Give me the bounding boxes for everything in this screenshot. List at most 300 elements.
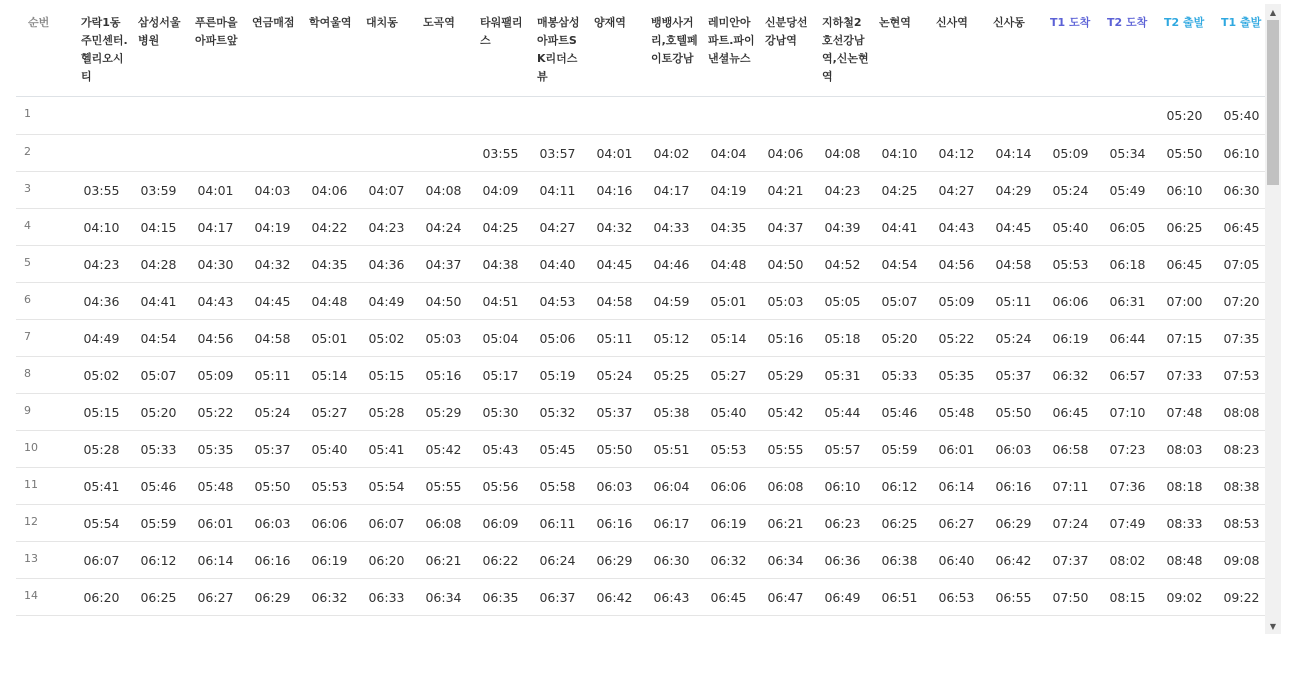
- time-cell: 05:20: [1156, 97, 1213, 135]
- header-stop: T2 도착: [1099, 4, 1156, 97]
- time-cell: 04:32: [244, 246, 301, 283]
- time-cell: 07:05: [1213, 246, 1265, 283]
- header-stop: 레미안아파트.파이낸셜뉴스: [700, 4, 757, 97]
- time-cell: 05:43: [472, 431, 529, 468]
- time-cell: 04:50: [415, 283, 472, 320]
- time-cell: 05:20: [130, 394, 187, 431]
- time-cell: 04:43: [928, 209, 985, 246]
- row-index: 11: [16, 468, 73, 505]
- header-stop: 가락1동주민센터.헬리오시티: [73, 4, 130, 97]
- time-cell: 06:25: [1156, 209, 1213, 246]
- table-row: [16, 135, 1265, 172]
- time-cell: [358, 135, 415, 172]
- time-cell: 05:32: [529, 394, 586, 431]
- table-row: [16, 579, 1265, 616]
- time-cell: 05:14: [700, 320, 757, 357]
- time-cell: 04:25: [871, 172, 928, 209]
- time-cell: 04:07: [358, 172, 415, 209]
- time-cell: 05:31: [814, 357, 871, 394]
- time-cell: 05:24: [985, 320, 1042, 357]
- time-cell: 04:01: [187, 172, 244, 209]
- row-index: 3: [16, 172, 73, 209]
- time-cell: [814, 97, 871, 135]
- row-index: 9: [16, 394, 73, 431]
- time-cell: 05:12: [643, 320, 700, 357]
- time-cell: 05:29: [415, 394, 472, 431]
- time-cell: 06:19: [301, 542, 358, 579]
- time-cell: 04:56: [928, 246, 985, 283]
- time-cell: 06:58: [1042, 431, 1099, 468]
- time-cell: 04:23: [73, 246, 130, 283]
- time-cell: 06:45: [700, 579, 757, 616]
- time-cell: 06:18: [1099, 246, 1156, 283]
- time-cell: 04:27: [928, 172, 985, 209]
- time-cell: 04:06: [757, 135, 814, 172]
- row-index: 7: [16, 320, 73, 357]
- time-cell: 04:48: [700, 246, 757, 283]
- time-cell: 05:38: [643, 394, 700, 431]
- time-cell: 04:49: [358, 283, 415, 320]
- time-cell: 04:54: [871, 246, 928, 283]
- time-cell: [415, 135, 472, 172]
- time-cell: 05:34: [1099, 135, 1156, 172]
- row-index: 13: [16, 542, 73, 579]
- time-cell: 05:22: [928, 320, 985, 357]
- time-cell: 05:42: [757, 394, 814, 431]
- time-cell: 06:10: [1213, 135, 1265, 172]
- time-cell: 06:30: [1213, 172, 1265, 209]
- time-cell: 08:02: [1099, 542, 1156, 579]
- bus-timetable: [16, 4, 1265, 616]
- time-cell: 05:50: [1156, 135, 1213, 172]
- time-cell: 06:08: [415, 505, 472, 542]
- time-cell: 05:30: [472, 394, 529, 431]
- time-cell: 06:33: [358, 579, 415, 616]
- time-cell: 06:45: [1042, 394, 1099, 431]
- scroll-up-arrow-icon[interactable]: ▲: [1269, 7, 1277, 17]
- row-index: 6: [16, 283, 73, 320]
- time-cell: 05:50: [985, 394, 1042, 431]
- time-cell: 06:44: [1099, 320, 1156, 357]
- time-cell: [73, 97, 130, 135]
- time-cell: [1042, 97, 1099, 135]
- time-cell: 04:59: [643, 283, 700, 320]
- time-cell: 04:32: [586, 209, 643, 246]
- time-cell: 07:48: [1156, 394, 1213, 431]
- time-cell: 06:01: [187, 505, 244, 542]
- header-stop: 대치동: [358, 4, 415, 97]
- time-cell: 06:03: [985, 431, 1042, 468]
- time-cell: 05:01: [700, 283, 757, 320]
- time-cell: 06:32: [1042, 357, 1099, 394]
- time-cell: 06:37: [529, 579, 586, 616]
- time-cell: 04:45: [985, 209, 1042, 246]
- time-cell: [301, 97, 358, 135]
- time-cell: 05:48: [928, 394, 985, 431]
- time-cell: 05:27: [301, 394, 358, 431]
- time-cell: 04:08: [415, 172, 472, 209]
- time-cell: 04:23: [358, 209, 415, 246]
- time-cell: 06:05: [1099, 209, 1156, 246]
- time-cell: 08:18: [1156, 468, 1213, 505]
- time-cell: 06:36: [814, 542, 871, 579]
- time-cell: 05:40: [700, 394, 757, 431]
- time-cell: 05:09: [187, 357, 244, 394]
- time-cell: 04:04: [700, 135, 757, 172]
- time-cell: 05:44: [814, 394, 871, 431]
- timetable-scroll-area[interactable]: [16, 4, 1265, 634]
- time-cell: 05:50: [244, 468, 301, 505]
- time-cell: 05:53: [301, 468, 358, 505]
- time-cell: 06:19: [700, 505, 757, 542]
- time-cell: 05:55: [415, 468, 472, 505]
- vertical-scrollbar[interactable]: [1265, 4, 1281, 634]
- time-cell: 04:40: [529, 246, 586, 283]
- time-cell: 04:30: [187, 246, 244, 283]
- time-cell: 06:47: [757, 579, 814, 616]
- time-cell: 05:40: [1213, 97, 1265, 135]
- time-cell: 04:17: [643, 172, 700, 209]
- time-cell: 07:20: [1213, 283, 1265, 320]
- time-cell: 04:58: [985, 246, 1042, 283]
- table-row: [16, 357, 1265, 394]
- time-cell: 05:16: [415, 357, 472, 394]
- time-cell: 06:10: [814, 468, 871, 505]
- time-cell: 06:06: [301, 505, 358, 542]
- header-stop: 삼성서울병원: [130, 4, 187, 97]
- time-cell: 06:34: [757, 542, 814, 579]
- time-cell: 04:08: [814, 135, 871, 172]
- time-cell: 08:03: [1156, 431, 1213, 468]
- time-cell: 06:09: [472, 505, 529, 542]
- table-row: [16, 505, 1265, 542]
- time-cell: 05:03: [757, 283, 814, 320]
- time-cell: 06:25: [871, 505, 928, 542]
- time-cell: 06:03: [244, 505, 301, 542]
- time-cell: 07:50: [1042, 579, 1099, 616]
- time-cell: 04:45: [244, 283, 301, 320]
- time-cell: 05:24: [1042, 172, 1099, 209]
- time-cell: 04:02: [643, 135, 700, 172]
- time-cell: 05:45: [529, 431, 586, 468]
- time-cell: [130, 135, 187, 172]
- time-cell: 06:14: [187, 542, 244, 579]
- time-cell: 03:55: [73, 172, 130, 209]
- time-cell: 04:21: [757, 172, 814, 209]
- time-cell: 05:24: [244, 394, 301, 431]
- time-cell: 04:33: [643, 209, 700, 246]
- table-row: [16, 394, 1265, 431]
- time-cell: 04:22: [301, 209, 358, 246]
- scrollbar-thumb[interactable]: [1267, 20, 1279, 185]
- time-cell: [1099, 97, 1156, 135]
- time-cell: 07:00: [1156, 283, 1213, 320]
- time-cell: 05:49: [1099, 172, 1156, 209]
- time-cell: 05:27: [700, 357, 757, 394]
- time-cell: 04:19: [700, 172, 757, 209]
- time-cell: 04:35: [700, 209, 757, 246]
- time-cell: 06:24: [529, 542, 586, 579]
- time-cell: 03:55: [472, 135, 529, 172]
- time-cell: 06:45: [1213, 209, 1265, 246]
- header-stop: 뱅뱅사거리,호텔페이토강남: [643, 4, 700, 97]
- time-cell: 06:30: [643, 542, 700, 579]
- time-cell: 05:28: [358, 394, 415, 431]
- time-cell: [187, 97, 244, 135]
- timetable-container: [16, 4, 1281, 634]
- header-stop: T1 도착: [1042, 4, 1099, 97]
- time-cell: 05:24: [586, 357, 643, 394]
- table-row: [16, 209, 1265, 246]
- time-cell: 05:02: [73, 357, 130, 394]
- time-cell: 04:36: [73, 283, 130, 320]
- time-cell: [187, 135, 244, 172]
- header-stop: 양재역: [586, 4, 643, 97]
- time-cell: 04:15: [130, 209, 187, 246]
- time-cell: 04:50: [757, 246, 814, 283]
- time-cell: [358, 97, 415, 135]
- time-cell: 06:21: [415, 542, 472, 579]
- time-cell: 04:46: [643, 246, 700, 283]
- time-cell: 06:22: [472, 542, 529, 579]
- time-cell: 05:20: [871, 320, 928, 357]
- time-cell: 06:29: [985, 505, 1042, 542]
- time-cell: 05:15: [358, 357, 415, 394]
- time-cell: 04:58: [244, 320, 301, 357]
- time-cell: 06:04: [643, 468, 700, 505]
- time-cell: 05:07: [871, 283, 928, 320]
- time-cell: 07:15: [1156, 320, 1213, 357]
- time-cell: 05:54: [358, 468, 415, 505]
- time-cell: 05:09: [928, 283, 985, 320]
- time-cell: 04:17: [187, 209, 244, 246]
- time-cell: 04:28: [130, 246, 187, 283]
- time-cell: 03:57: [529, 135, 586, 172]
- time-cell: 07:11: [1042, 468, 1099, 505]
- time-cell: 05:50: [586, 431, 643, 468]
- time-cell: 05:53: [700, 431, 757, 468]
- time-cell: 09:02: [1156, 579, 1213, 616]
- time-cell: 06:07: [358, 505, 415, 542]
- time-cell: 05:54: [73, 505, 130, 542]
- time-cell: 05:59: [871, 431, 928, 468]
- time-cell: 05:33: [871, 357, 928, 394]
- time-cell: 06:42: [985, 542, 1042, 579]
- time-cell: 05:06: [529, 320, 586, 357]
- table-row: [16, 431, 1265, 468]
- time-cell: [73, 135, 130, 172]
- time-cell: [130, 97, 187, 135]
- time-cell: 05:19: [529, 357, 586, 394]
- time-cell: 05:28: [73, 431, 130, 468]
- time-cell: 04:19: [244, 209, 301, 246]
- time-cell: 06:45: [1156, 246, 1213, 283]
- time-cell: 06:51: [871, 579, 928, 616]
- time-cell: 07:49: [1099, 505, 1156, 542]
- time-cell: 05:25: [643, 357, 700, 394]
- time-cell: 04:03: [244, 172, 301, 209]
- time-cell: 06:20: [358, 542, 415, 579]
- time-cell: 07:23: [1099, 431, 1156, 468]
- time-cell: 05:14: [301, 357, 358, 394]
- time-cell: 05:41: [73, 468, 130, 505]
- time-cell: 05:46: [130, 468, 187, 505]
- time-cell: 05:35: [187, 431, 244, 468]
- time-cell: 08:53: [1213, 505, 1265, 542]
- time-cell: 06:06: [1042, 283, 1099, 320]
- time-cell: 03:59: [130, 172, 187, 209]
- header-stop: T2 출발: [1156, 4, 1213, 97]
- time-cell: 05:03: [415, 320, 472, 357]
- time-cell: 04:11: [529, 172, 586, 209]
- time-cell: 06:12: [871, 468, 928, 505]
- time-cell: 04:51: [472, 283, 529, 320]
- table-row: [16, 172, 1265, 209]
- table-row: [16, 246, 1265, 283]
- header-index: 순번: [16, 4, 73, 97]
- time-cell: [472, 97, 529, 135]
- time-cell: 09:08: [1213, 542, 1265, 579]
- time-cell: 06:34: [415, 579, 472, 616]
- header-stop: 학여울역: [301, 4, 358, 97]
- time-cell: [985, 97, 1042, 135]
- time-cell: 06:16: [985, 468, 1042, 505]
- time-cell: 08:23: [1213, 431, 1265, 468]
- header-stop: 신사역: [928, 4, 985, 97]
- time-cell: 06:06: [700, 468, 757, 505]
- time-cell: [415, 97, 472, 135]
- time-cell: 05:05: [814, 283, 871, 320]
- time-cell: 04:37: [757, 209, 814, 246]
- time-cell: 06:11: [529, 505, 586, 542]
- time-cell: 09:22: [1213, 579, 1265, 616]
- time-cell: 04:35: [301, 246, 358, 283]
- time-cell: 04:52: [814, 246, 871, 283]
- row-index: 8: [16, 357, 73, 394]
- time-cell: 05:09: [1042, 135, 1099, 172]
- time-cell: 06:53: [928, 579, 985, 616]
- table-row: [16, 542, 1265, 579]
- table-row: [16, 468, 1265, 505]
- time-cell: 05:11: [586, 320, 643, 357]
- time-cell: 04:58: [586, 283, 643, 320]
- time-cell: 04:09: [472, 172, 529, 209]
- scroll-down-arrow-icon[interactable]: ▼: [1269, 621, 1277, 631]
- time-cell: 04:10: [871, 135, 928, 172]
- time-cell: 04:41: [130, 283, 187, 320]
- time-cell: 08:38: [1213, 468, 1265, 505]
- time-cell: [700, 97, 757, 135]
- time-cell: 08:48: [1156, 542, 1213, 579]
- time-cell: 06:32: [301, 579, 358, 616]
- time-cell: 06:03: [586, 468, 643, 505]
- row-index: 5: [16, 246, 73, 283]
- row-index: 12: [16, 505, 73, 542]
- time-cell: 06:16: [586, 505, 643, 542]
- time-cell: 05:16: [757, 320, 814, 357]
- row-index: 1: [16, 97, 73, 135]
- time-cell: 04:38: [472, 246, 529, 283]
- header-stop: 타워팰리스: [472, 4, 529, 97]
- time-cell: 04:24: [415, 209, 472, 246]
- time-cell: 04:37: [415, 246, 472, 283]
- header-stop: 신사동: [985, 4, 1042, 97]
- time-cell: 05:46: [871, 394, 928, 431]
- time-cell: 04:10: [73, 209, 130, 246]
- time-cell: 05:07: [130, 357, 187, 394]
- row-index: 10: [16, 431, 73, 468]
- header-stop: 지하철2호선강남역,신논현역: [814, 4, 871, 97]
- time-cell: 05:41: [358, 431, 415, 468]
- time-cell: 04:29: [985, 172, 1042, 209]
- table-row: [16, 283, 1265, 320]
- time-cell: 05:56: [472, 468, 529, 505]
- time-cell: 06:23: [814, 505, 871, 542]
- time-cell: 05:22: [187, 394, 244, 431]
- header-stop: 매봉삼성아파트SK리더스뷰: [529, 4, 586, 97]
- time-cell: [643, 97, 700, 135]
- time-cell: 06:40: [928, 542, 985, 579]
- time-cell: 06:25: [130, 579, 187, 616]
- time-cell: 06:49: [814, 579, 871, 616]
- time-cell: 06:35: [472, 579, 529, 616]
- time-cell: [529, 97, 586, 135]
- time-cell: 08:08: [1213, 394, 1265, 431]
- time-cell: 05:48: [187, 468, 244, 505]
- time-cell: 07:35: [1213, 320, 1265, 357]
- time-cell: 05:55: [757, 431, 814, 468]
- time-cell: [928, 97, 985, 135]
- time-cell: 08:15: [1099, 579, 1156, 616]
- time-cell: 04:45: [586, 246, 643, 283]
- time-cell: 06:12: [130, 542, 187, 579]
- time-cell: 04:06: [301, 172, 358, 209]
- time-cell: 06:55: [985, 579, 1042, 616]
- time-cell: 06:21: [757, 505, 814, 542]
- time-cell: 05:57: [814, 431, 871, 468]
- time-cell: 05:11: [985, 283, 1042, 320]
- time-cell: 05:51: [643, 431, 700, 468]
- time-cell: 06:27: [928, 505, 985, 542]
- time-cell: 06:16: [244, 542, 301, 579]
- time-cell: 05:17: [472, 357, 529, 394]
- time-cell: [244, 97, 301, 135]
- header-stop: T1 출발: [1213, 4, 1265, 97]
- time-cell: 04:49: [73, 320, 130, 357]
- time-cell: 06:38: [871, 542, 928, 579]
- time-cell: 06:07: [73, 542, 130, 579]
- time-cell: 05:35: [928, 357, 985, 394]
- time-cell: 05:29: [757, 357, 814, 394]
- time-cell: 05:59: [130, 505, 187, 542]
- time-cell: [586, 97, 643, 135]
- time-cell: 04:54: [130, 320, 187, 357]
- time-cell: 04:36: [358, 246, 415, 283]
- time-cell: 04:25: [472, 209, 529, 246]
- table-row: [16, 97, 1265, 135]
- time-cell: 06:20: [73, 579, 130, 616]
- time-cell: 05:37: [985, 357, 1042, 394]
- table-row: [16, 320, 1265, 357]
- time-cell: 05:40: [301, 431, 358, 468]
- time-cell: [244, 135, 301, 172]
- time-cell: 06:57: [1099, 357, 1156, 394]
- time-cell: 06:14: [928, 468, 985, 505]
- time-cell: 06:27: [187, 579, 244, 616]
- time-cell: 04:16: [586, 172, 643, 209]
- time-cell: 07:36: [1099, 468, 1156, 505]
- header-stop: 도곡역: [415, 4, 472, 97]
